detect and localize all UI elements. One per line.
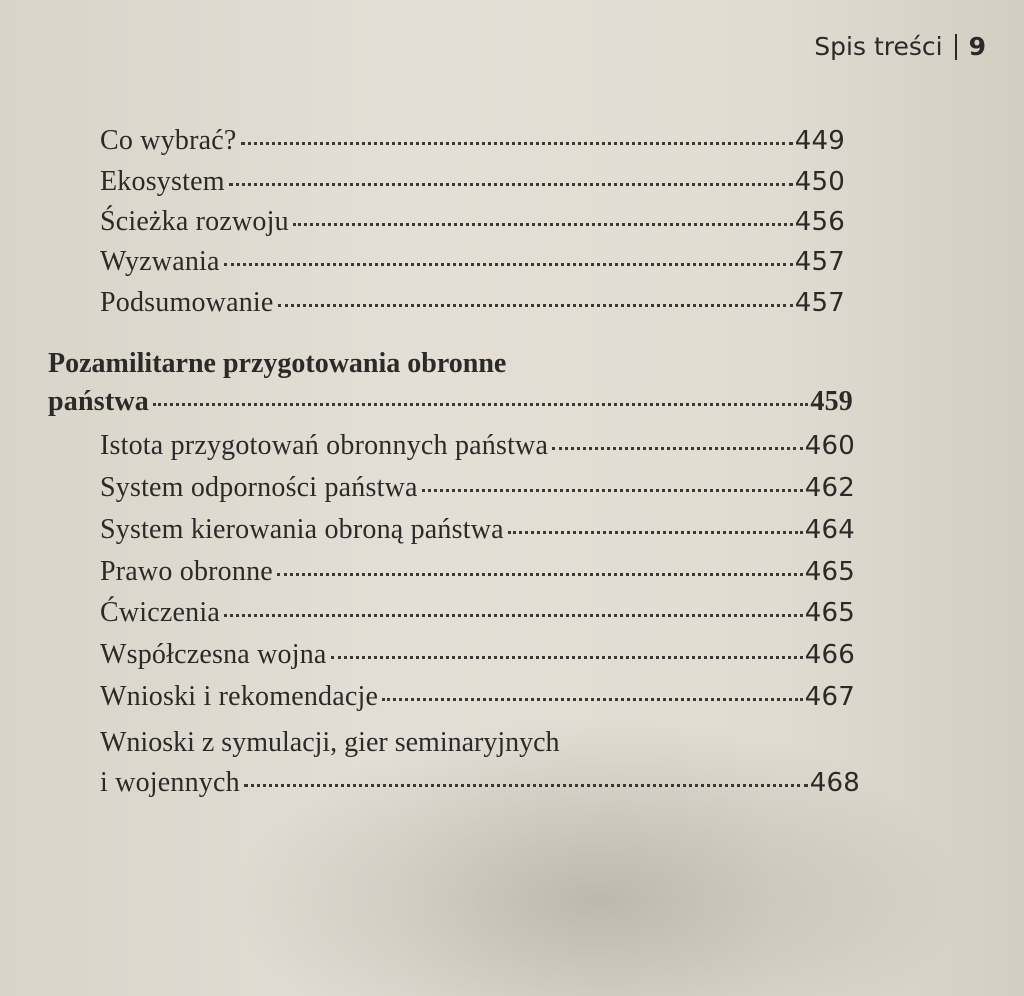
toc-leader-dots [277,573,803,576]
toc-entry [100,206,845,238]
toc-leader-dots [224,263,793,266]
toc-entry-label: System odporności państwa [100,472,418,503]
toc-entry-label: System kierowania obroną państwa [100,514,504,545]
toc-entry-page: 449 [794,126,845,156]
toc-entry-page: 465 [804,598,855,628]
toc-chapter-title-line1: Pozamilitarne przygotowania obronne [48,348,507,379]
toc-leader-dots [331,656,803,659]
toc-entry [100,767,860,799]
toc-entry [100,287,845,319]
toc-entry-page: 450 [794,167,845,197]
toc-entry-label: Istota przygotowań obronnych państwa [100,430,549,461]
toc-chapter-page: 459 [810,386,853,417]
toc-leader-dots [422,489,803,492]
toc-entry-page: 467 [804,682,855,712]
toc-entry-label: Wnioski i rekomendacje [100,681,379,712]
toc-entry [100,472,855,504]
toc-entry-label-line1: Wnioski z symulacji, gier seminaryjnych [100,727,560,758]
toc-entry-page: 457 [794,247,845,277]
toc-entry-page: 466 [804,640,855,670]
toc-entry [100,125,845,157]
toc-entry-page: 460 [804,431,855,461]
toc-entry [100,514,855,546]
toc-entry [100,639,855,671]
toc-entry-page: 465 [804,557,855,587]
toc-entry [100,246,845,278]
header-title: Spis treści [814,32,943,61]
toc-entry-label-line2: i wojennych [100,767,240,798]
toc-leader-dots [382,698,803,701]
toc-entry [100,597,855,629]
toc-entry [100,681,855,713]
toc-entry-label: Ścieżka rozwoju [100,206,289,237]
toc-entry-label: Co wybrać? [100,125,237,156]
toc-leader-dots [229,183,793,186]
toc-entry-label: Podsumowanie [100,287,274,318]
header-divider [955,34,957,60]
toc-chapter-entry [48,386,853,418]
toc-entry [100,166,845,198]
header-page-number: 9 [968,32,986,61]
toc-entry-page: 462 [804,473,855,503]
toc-chapter-title-line2: państwa [48,386,149,417]
toc-leader-dots [293,223,793,226]
toc-leader-dots [552,447,803,450]
running-header [814,32,986,61]
toc-entry-page: 457 [794,288,845,318]
toc-leader-dots [508,531,803,534]
toc-entry-label: Współczesna wojna [100,639,327,670]
toc-leader-dots [278,304,793,307]
toc-entry-page: 464 [804,515,855,545]
toc-entry-label: Prawo obronne [100,556,273,587]
toc-entry-label: Wyzwania [100,246,220,277]
toc-entry [100,430,855,462]
toc-entry [100,556,855,588]
toc-entry-label: Ćwiczenia [100,597,220,628]
toc-leader-dots [224,614,803,617]
toc-entry-page: 468 [809,768,860,798]
toc-leader-dots [241,142,793,145]
toc-leader-dots [153,403,808,406]
toc-entry-page: 456 [794,207,845,237]
toc-entry-label: Ekosystem [100,166,225,197]
toc-leader-dots [244,784,808,787]
